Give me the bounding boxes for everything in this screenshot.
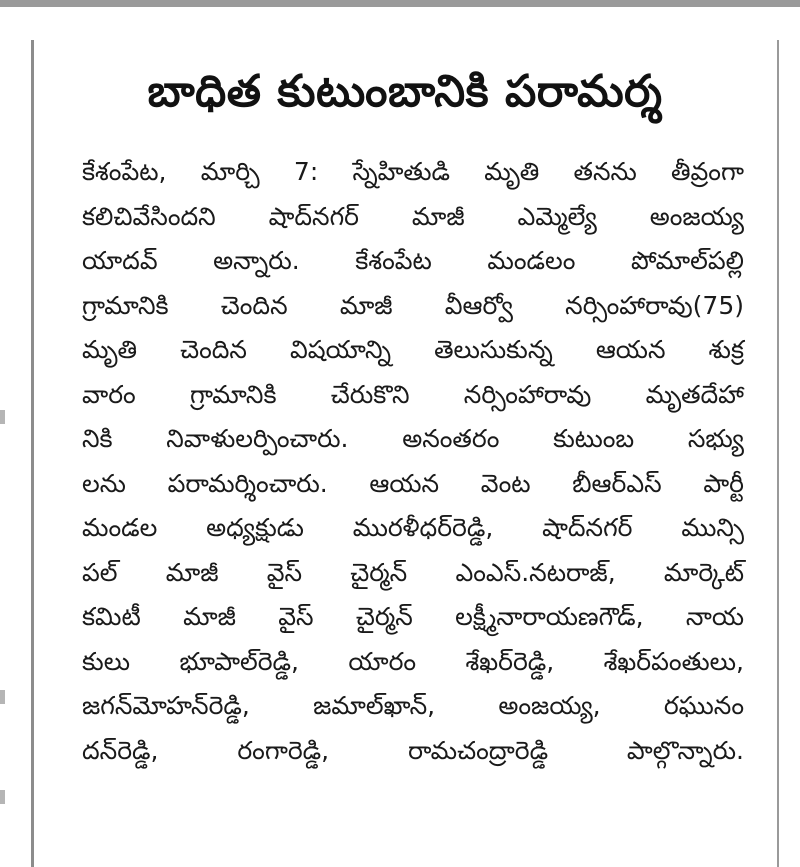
body-line: కమిటీ మాజీ వైస్ చైర్మన్ లక్ష్మీనారాయణగౌడ్, నాయ — [82, 602, 744, 631]
edge-mark — [0, 790, 5, 804]
body-line: యాదవ్ అన్నారు. కేశంపేట మండలం పోమాల్‌పల్లి — [82, 246, 744, 275]
top-border-rule — [0, 0, 800, 7]
body-line: కలిచివేసిందని షాద్‌నగర్ మాజీ ఎమ్మెల్యే అంజయ్య — [82, 201, 744, 231]
body-line: పల్ మాజీ వైస్ చైర్మన్ ఎంఎస్.నటరాజ్, మార్కెట్ — [82, 557, 744, 587]
body-line: లను పరామర్శించారు. ఆయన వెంట బీఆర్ఎస్ పార్టీ — [82, 468, 744, 498]
body-line: మృతి చెందిన విషయాన్ని తెలుసుకున్న ఆయన శుక్ర — [82, 335, 744, 364]
body-line: కేశంపేట, మార్చి 7: స్నేహితుడి మృతి తనను తీవ్రంగా — [82, 157, 744, 186]
article-headline: బాధిత కుటుంబానికి పరామర్శ — [147, 66, 663, 117]
edge-mark — [0, 410, 5, 424]
right-column-rule — [777, 40, 779, 867]
article-body — [82, 150, 744, 773]
body-line: జగన్‌మోహన్‌రెడ్డి, జమాల్‌ఖాన్, అంజయ్య, రఘునం — [82, 691, 744, 720]
body-line: గ్రామానికి చెందిన మాజీ వీఆర్వో నర్సింహారావు(75) — [82, 290, 744, 320]
left-column-rule — [31, 40, 34, 867]
body-line: వారం గ్రామానికి చేరుకొని నర్సింహారావు మృతదేహా — [82, 379, 744, 409]
body-line: మండల అధ్యక్షుడు మురళీధర్‌రెడ్డి, షాద్‌నగర్ మున్సి — [82, 513, 744, 542]
body-line: దన్‌రెడ్డి, రంగారెడ్డి, రామచంద్రారెడ్డి పాల్గొన్నారు. — [82, 735, 744, 765]
body-line: కులు భూపాల్‌రెడ్డి, యారం శేఖర్‌రెడ్డి, శేఖర్‌పంతులు, — [82, 646, 744, 676]
body-line: నికి నివాళులర్పించారు. అనంతరం కుటుంబ సభ్యు — [82, 424, 744, 453]
edge-mark — [0, 690, 5, 704]
